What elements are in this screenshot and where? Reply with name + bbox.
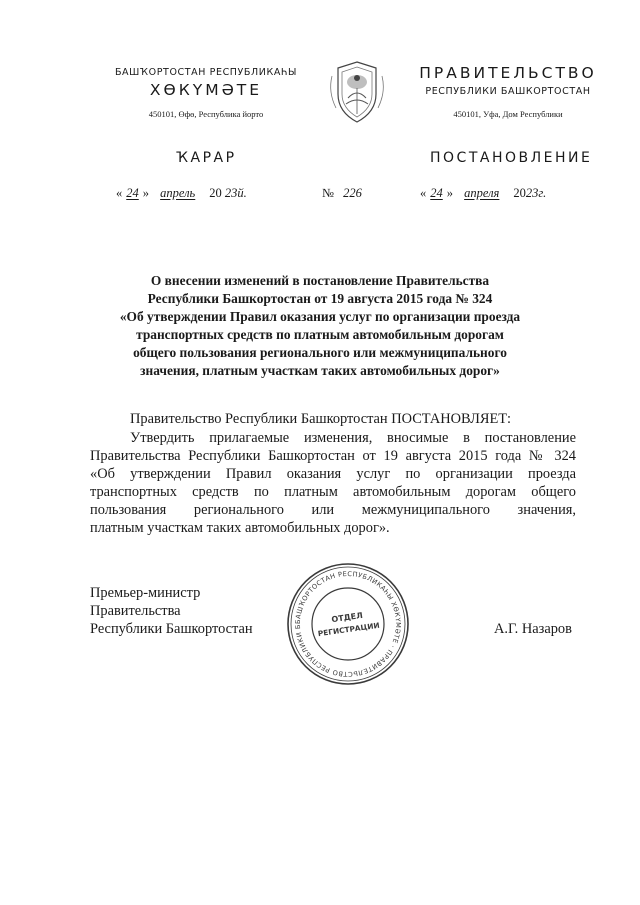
header-left-line1: БАШҠОРТОСТАН РЕСПУБЛИКАҺЫ bbox=[114, 67, 298, 78]
stamp-center-line1: ОТДЕЛ bbox=[330, 610, 364, 625]
quote-close: » bbox=[142, 186, 149, 200]
doc-type-right: ПОСТАНОВЛЕНИЕ bbox=[430, 150, 593, 166]
coat-of-arms-emblem bbox=[326, 58, 388, 126]
header-right-line2: РЕСПУБЛИКИ БАШКОРТОСТАН bbox=[425, 86, 591, 97]
quote-close: » bbox=[446, 186, 453, 200]
date-month: апрель bbox=[160, 186, 196, 200]
title-line: транспортных средств по платным автомобильным дорогам bbox=[136, 327, 504, 342]
body-line: транспортных средств по платным автомобильным дорогам общего bbox=[90, 484, 576, 500]
title-line: «Об утверждении Правил оказания услуг по организации проезда bbox=[119, 309, 521, 324]
body-line: «Об утверждении Правил оказания услуг по организации проезда bbox=[90, 466, 576, 482]
title-line: О внесении изменений в постановление Правительства bbox=[150, 273, 490, 288]
date-month: апреля bbox=[464, 186, 500, 200]
header-right-line1: ПРАВИТЕЛЬСТВО bbox=[419, 64, 597, 82]
signatory-name: А.Г. Назаров bbox=[494, 621, 572, 637]
date-day: 24 bbox=[126, 186, 139, 200]
body-paragraph bbox=[90, 429, 576, 537]
body-intro: Правительство Республики Башкортостан ПОСТАНОВЛЯЕТ: bbox=[130, 411, 512, 427]
header-left-line2: ХӨКҮМӘТЕ bbox=[149, 81, 263, 99]
header-right-address: 450101, Уфа, Дом Республики bbox=[453, 109, 563, 119]
title-line: Республики Башкортостан от 19 августа 2015 года № 324 bbox=[147, 291, 493, 306]
date-right bbox=[420, 186, 546, 201]
position-line: Правительства bbox=[90, 603, 181, 619]
date-year-suffix: 23й. bbox=[224, 186, 247, 200]
date-year-prefix: 20 bbox=[209, 186, 222, 200]
quote-open: « bbox=[116, 186, 123, 200]
signatory-position bbox=[90, 584, 253, 638]
date-left bbox=[116, 186, 247, 201]
body-line: Правительства Республики Башкортостан от 19 августа 2015 года № 324 bbox=[90, 448, 576, 464]
title-line: общего пользования регионального или межмуниципального bbox=[133, 345, 507, 360]
date-year-prefix: 20 bbox=[513, 186, 526, 200]
number-sign: № bbox=[322, 186, 334, 200]
registration-stamp bbox=[284, 560, 412, 688]
stamp-center-line2: РЕГИСТРАЦИИ bbox=[317, 620, 381, 639]
date-year-suffix: 23г. bbox=[525, 186, 547, 200]
body-line: пользования регионального или межмуниципального значения, bbox=[90, 502, 576, 518]
document-title bbox=[80, 272, 560, 380]
date-day: 24 bbox=[430, 186, 443, 200]
body-line: платным участкам таких автомобильных дорог». bbox=[90, 520, 390, 536]
doc-type-left: ҠАРАР bbox=[176, 150, 237, 166]
title-line: значения, платным участкам таких автомобильных дорог» bbox=[140, 363, 500, 378]
position-line: Премьер-министр bbox=[90, 585, 201, 601]
body-line: Утвердить прилагаемые изменения, вносимые в постановление bbox=[130, 430, 576, 446]
number-value: 226 bbox=[343, 186, 362, 200]
position-line: Республики Башкортостан bbox=[90, 621, 253, 637]
doc-number bbox=[322, 186, 362, 201]
quote-open: « bbox=[420, 186, 427, 200]
header-left-address: 450101, Өфө, Республика йорто bbox=[148, 109, 264, 119]
stamp-outer-text: БАШҠОРТОСТАН РЕСПУБЛИКАҺЫ ХӨКҮМӘТЕ · ПРАВИТЕЛЬСТВО РЕСПУБЛИКИ Б bbox=[293, 569, 403, 679]
